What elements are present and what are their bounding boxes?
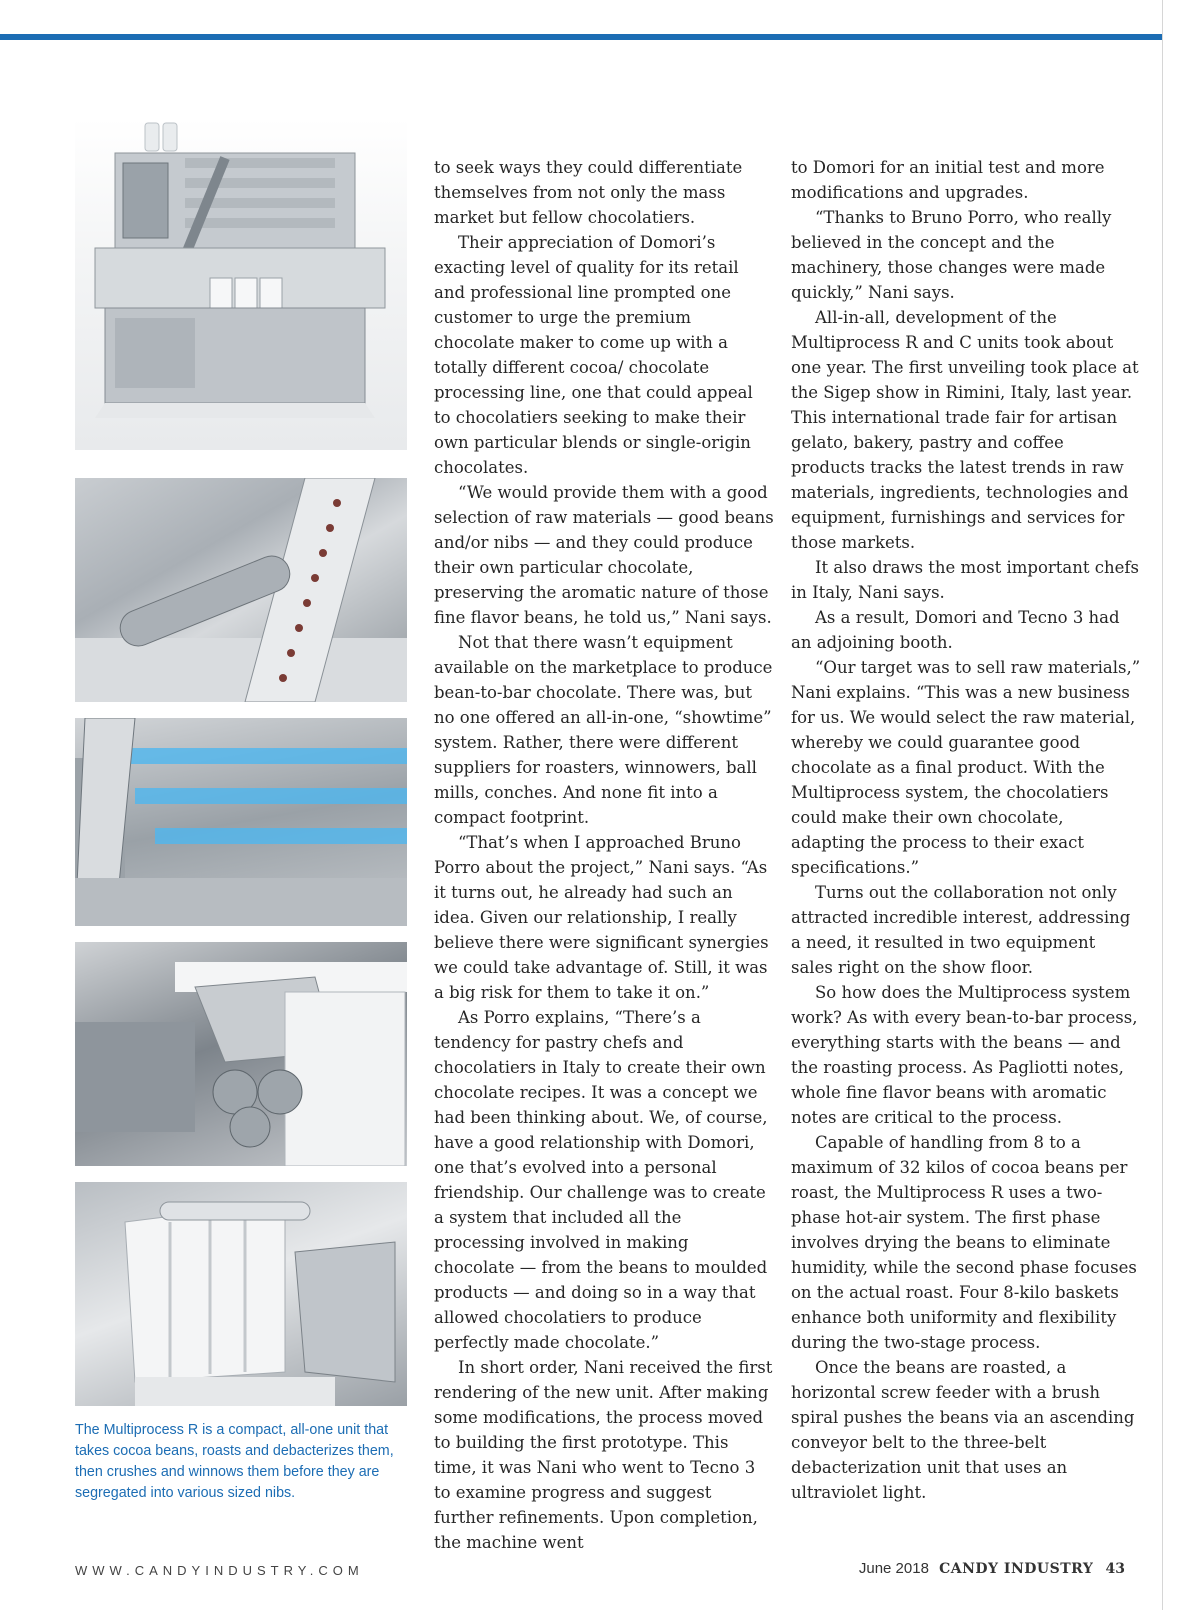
- footer-magazine: CANDY INDUSTRY: [939, 1561, 1094, 1577]
- paragraph: “Our target was to sell raw materials,” Nani explains. “This was a new business for us. We would select the raw material, whereby we could guarantee good chocolate as a final product. With the Multiprocess system, the chocolatiers could make their own chocolate, adapting the process to their exact specifications.”: [791, 658, 1141, 877]
- footer-folio: [859, 1560, 1125, 1577]
- footer-date: June 2018: [858, 1560, 929, 1577]
- screw-feeder-conveyor-photo: [75, 478, 407, 702]
- multiprocess-machine-photo: [75, 118, 407, 450]
- footer-website: WWW.CANDYINDUSTRY.COM: [75, 1563, 364, 1578]
- paragraph: Not that there wasn’t equipment available on the marketplace to produce bean-to-bar chocolate. There was, but no one offered an all-in-one, “showtime” system. Rather, there were different suppliers for roasters, winnowers, ball mills, conches. And none fit into a compact footprint.: [434, 633, 773, 827]
- paragraph: Once the beans are roasted, a horizontal screw feeder with a brush spiral pushes the beans via an ascending conveyor belt to the three-belt debacterization unit that uses an ultraviolet light.: [791, 1358, 1135, 1502]
- paragraph: All-in-all, development of the Multiprocess R and C units took about one year. The first unveiling took place at the Sigep show in Rimini, Italy, last year. This international trade fair for artisan gelato, bakery, pastry and coffee products tracks the latest trends in raw materials, ingredients, technologies and equipment, furnishings and services for those markets.: [791, 308, 1139, 552]
- paragraph: It also draws the most important chefs in Italy, Nani says.: [791, 558, 1139, 602]
- paragraph: to Domori for an initial test and more modifications and upgrades.: [791, 158, 1105, 202]
- page-number: 43: [1105, 1561, 1125, 1577]
- paragraph: “That’s when I approached Bruno Porro about the project,” Nani says. “As it turns out, he already had such an idea. Given our relationship, I really believe there were significant synergies we could take advantage of. Still, it was a big risk for them to take it on.”: [434, 833, 769, 1002]
- paragraph: Capable of handling from 8 to a maximum of 32 kilos of cocoa beans per roast, the Multiprocess R uses a two-phase hot-air system. The first phase involves drying the beans to eliminate humidity, while the second phase focuses on the actual roast. Four 8-kilo baskets enhance both uniformity and flexibility during the two-stage process.: [791, 1133, 1137, 1352]
- paragraph: In short order, Nani received the first rendering of the new unit. After making some modifications, the process moved to building the first prototype. This time, it was Nani who went to Tecno 3 to examine progress and suggest further refinements. Upon completion, the machine went: [434, 1358, 773, 1552]
- paragraph: “We would provide them with a good selection of raw materials — good beans and/or nibs — and they could produce their own particular chocolate, preserving the aromatic nature of those fine flavor beans, he told us,” Nani says.: [434, 483, 774, 627]
- photo-caption: The Multiprocess R is a compact, all-one unit that takes cocoa beans, roasts and debacterizes them, then crushes and winnows them before they are segregated into various sized nibs.: [75, 1422, 394, 1501]
- page-edge-rule: [1162, 0, 1163, 1610]
- article-column-2: [791, 155, 1141, 1505]
- uv-debacterization-belts-photo: [75, 718, 407, 926]
- top-accent-rule: [0, 34, 1162, 40]
- paragraph: Turns out the collaboration not only attracted incredible interest, addressing a need, it resulted in two equipment sales right on the show floor.: [791, 883, 1131, 977]
- paragraph: “Thanks to Bruno Porro, who really believed in the concept and the machinery, those changes were made quickly,” Nani says.: [791, 208, 1112, 302]
- paragraph: As Porro explains, “There’s a tendency for pastry chefs and chocolatiers in Italy to create their own chocolate recipes. It was a concept we had been thinking about. We, of course, have a good relationship with Domori, one that’s evolved into a personal friendship. Our challenge was to create a system that included all the processing involved in making chocolate — from the beans to moulded products — and doing so in a way that allowed chocolatiers to produce perfectly made chocolate.”: [434, 1008, 768, 1352]
- crusher-hopper-photo: [75, 942, 407, 1166]
- paragraph: So how does the Multiprocess system work? As with every bean-to-bar process, everything starts with the beans — and the roasting process. As Pagliotti notes, whole fine flavor beans with aromatic notes are critical to the process.: [791, 983, 1138, 1127]
- paragraph: As a result, Domori and Tecno 3 had an adjoining booth.: [791, 608, 1120, 652]
- article-column-1: [434, 155, 774, 1555]
- paragraph: to seek ways they could differentiate themselves from not only the mass market but fellow chocolatiers.: [434, 158, 743, 227]
- paragraph: Their appreciation of Domori’s exacting level of quality for its retail and professional line prompted one customer to urge the premium chocolate maker to come up with a totally different cocoa/ chocolate processing line, one that could appeal to chocolatiers seeking to make their own particular blends or single-origin chocolates.: [434, 233, 753, 477]
- winnower-nib-separator-photo: [75, 1182, 407, 1406]
